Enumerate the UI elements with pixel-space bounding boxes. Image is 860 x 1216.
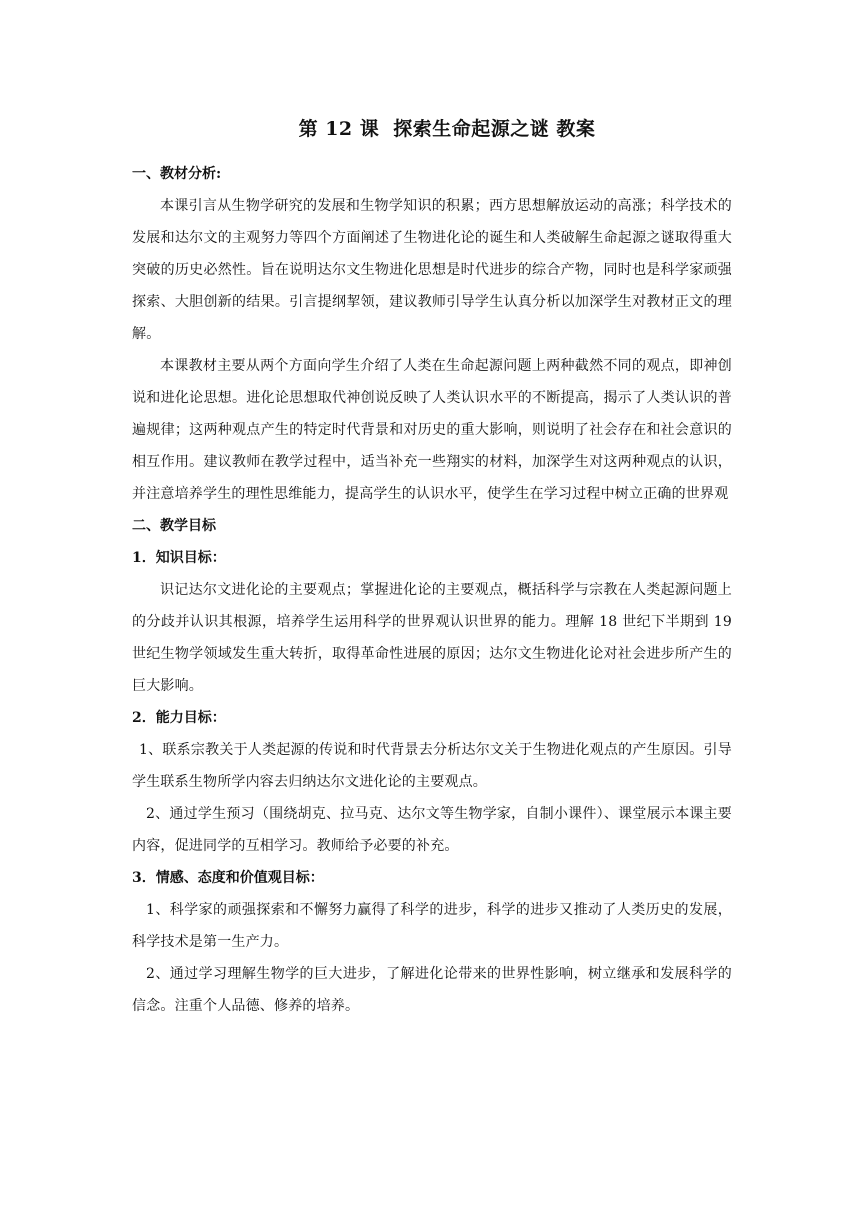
subheading-ability-goals: 2．能力目标： xyxy=(132,710,226,726)
paragraph-values-goal-1: 1、科学家的顽强探索和不懈努力赢得了科学的进步，科学的进步又推动了人类历史的发展，科学技术是第一生产力。 xyxy=(132,902,732,950)
paragraph-knowledge-goals: 识记达尔文进化论的主要观点；掌握进化论的主要观点，概括科学与宗教在人类起源问题上的分歧并认识其根源，培养学生运用科学的世界观认识世界的能力。理解 18 世纪下半期到 19 世纪生物学领域发生重大转折，取得革命性进展的原因；达尔文生物进化论对社会进步所产生的巨大影响。 xyxy=(132,582,732,694)
document-body xyxy=(132,114,732,1022)
subheading-values-goals: 3．情感、态度和价值观目标： xyxy=(132,870,324,886)
title-lesson-number: 第 12 课 xyxy=(298,118,380,140)
paragraph-intro-analysis: 本课引言从生物学研究的发展和生物学知识的积累；西方思想解放运动的高涨；科学技术的发展和达尔文的主观努力等四个方面阐述了生物进化论的诞生和人类破解生命起源之谜取得重大突破的历史必然性。旨在说明达尔文生物进化思想是时代进步的综合产物，同时也是科学家顽强探索、大胆创新的结果。引言提纲挈领，建议教师引导学生认真分析以加深学生对教材正文的理解。 xyxy=(132,198,732,342)
paragraph-content-analysis: 本课教材主要从两个方面向学生介绍了人类在生命起源问题上两种截然不同的观点，即神创说和进化论思想。进化论思想取代神创说反映了人类认识水平的不断提高，揭示了人类认识的普遍规律；这两种观点产生的特定时代背景和对历史的重大影响，则说明了社会存在和社会意识的相互作用。建议教师在教学过程中，适当补充一些翔实的材料，加深学生对这两种观点的认识，并注意培养学生的理性思维能力，提高学生的认识水平，使学生在学习过程中树立正确的世界观 xyxy=(132,358,732,502)
title-lesson-name: 探索生命起源之谜 教案 xyxy=(393,118,596,140)
paragraph-values-goal-2: 2、通过学习理解生物学的巨大进步，了解进化论带来的世界性影响，树立继承和发展科学的信念。注重个人品德、修养的培养。 xyxy=(132,966,732,1014)
section-heading-textbook-analysis: 一、教材分析: xyxy=(132,166,222,182)
document-title xyxy=(132,114,732,144)
subheading-knowledge-goals: 1．知识目标： xyxy=(132,550,226,566)
section-heading-teaching-goals: 二、教学目标 xyxy=(132,518,216,534)
paragraph-ability-goal-2: 2、通过学生预习（围绕胡克、拉马克、达尔文等生物学家，自制小课件）、课堂展示本课主要内容，促进同学的互相学习。教师给予必要的补充。 xyxy=(132,806,732,854)
paragraph-ability-goal-1: 1、联系宗教关于人类起源的传说和时代背景去分析达尔文关于生物进化观点的产生原因。引导学生联系生物所学内容去归纳达尔文进化论的主要观点。 xyxy=(132,742,732,790)
